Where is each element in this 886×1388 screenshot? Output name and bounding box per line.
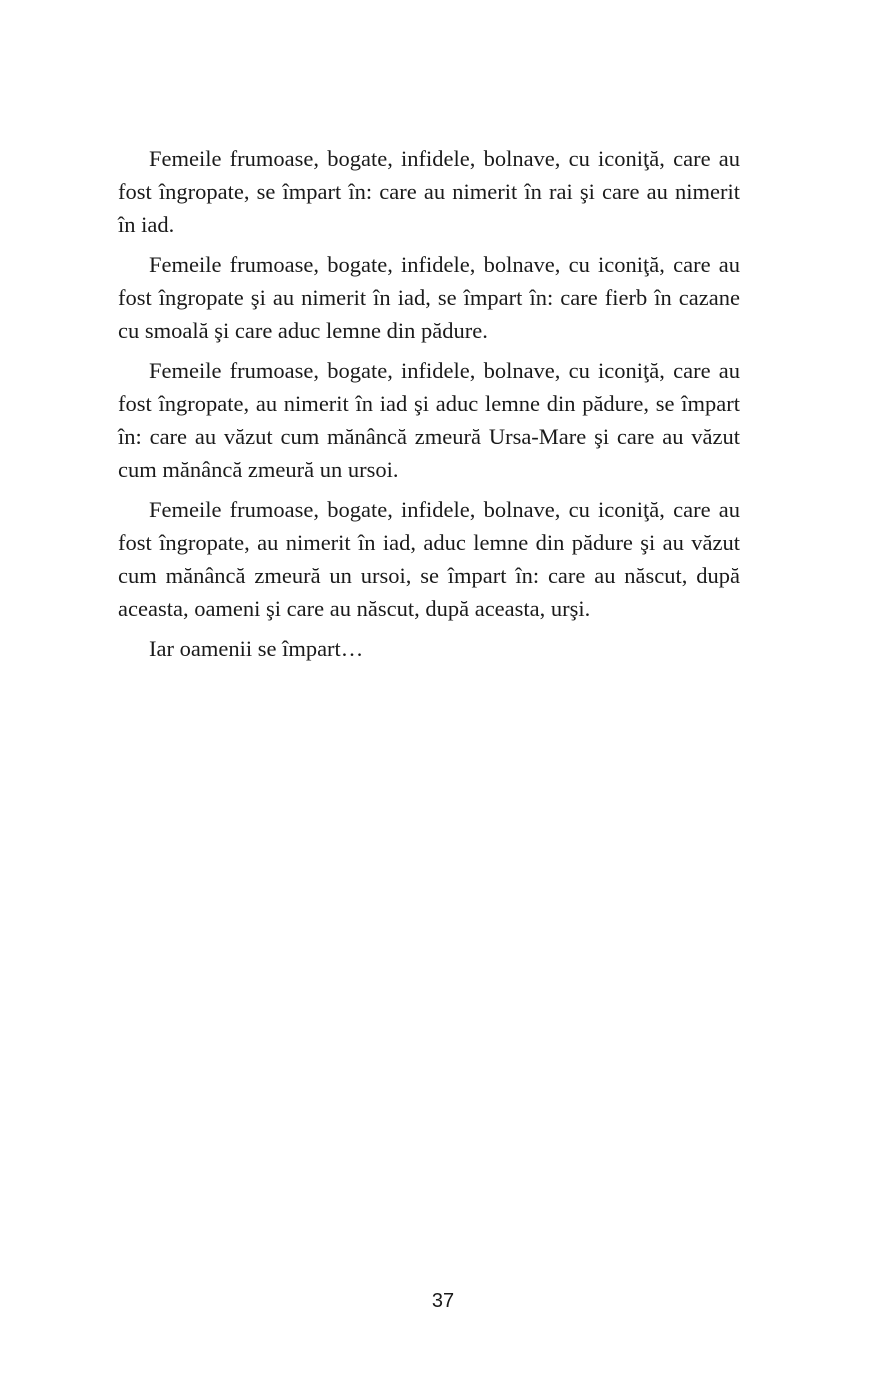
paragraph-4: Femeile frumoase, bogate, infidele, bolnave, cu iconiţă, care au fost îngropate, au nimerit în iad, aduc lemne din pădure şi au văzut cum mănâncă zmeură un ursoi, se împart în: care au născut, după aceasta, oameni şi care au născut, după aceasta, urşi. — [118, 497, 740, 621]
paragraph-5: Iar oamenii se împart… — [149, 636, 364, 661]
paragraph-3: Femeile frumoase, bogate, infidele, bolnave, cu iconiţă, care au fost îngropate, au nimerit în iad şi aduc lemne din pădure, se împart în: care au văzut cum mănâncă zmeură Ursa-Mare şi care au văzut cum mănâncă zmeură un ursoi. — [118, 358, 740, 482]
body-text — [118, 142, 740, 672]
page-number: 37 — [431, 1290, 455, 1312]
paragraph-1: Femeile frumoase, bogate, infidele, bolnave, cu iconiţă, care au fost îngropate, se împart în: care au nimerit în rai şi care au nimerit în iad. — [118, 146, 740, 237]
paragraph-2: Femeile frumoase, bogate, infidele, bolnave, cu iconiţă, care au fost îngropate şi au nimerit în iad, se împart în: care fierb în cazane cu smoală şi care aduc lemne din pădure. — [118, 252, 740, 343]
